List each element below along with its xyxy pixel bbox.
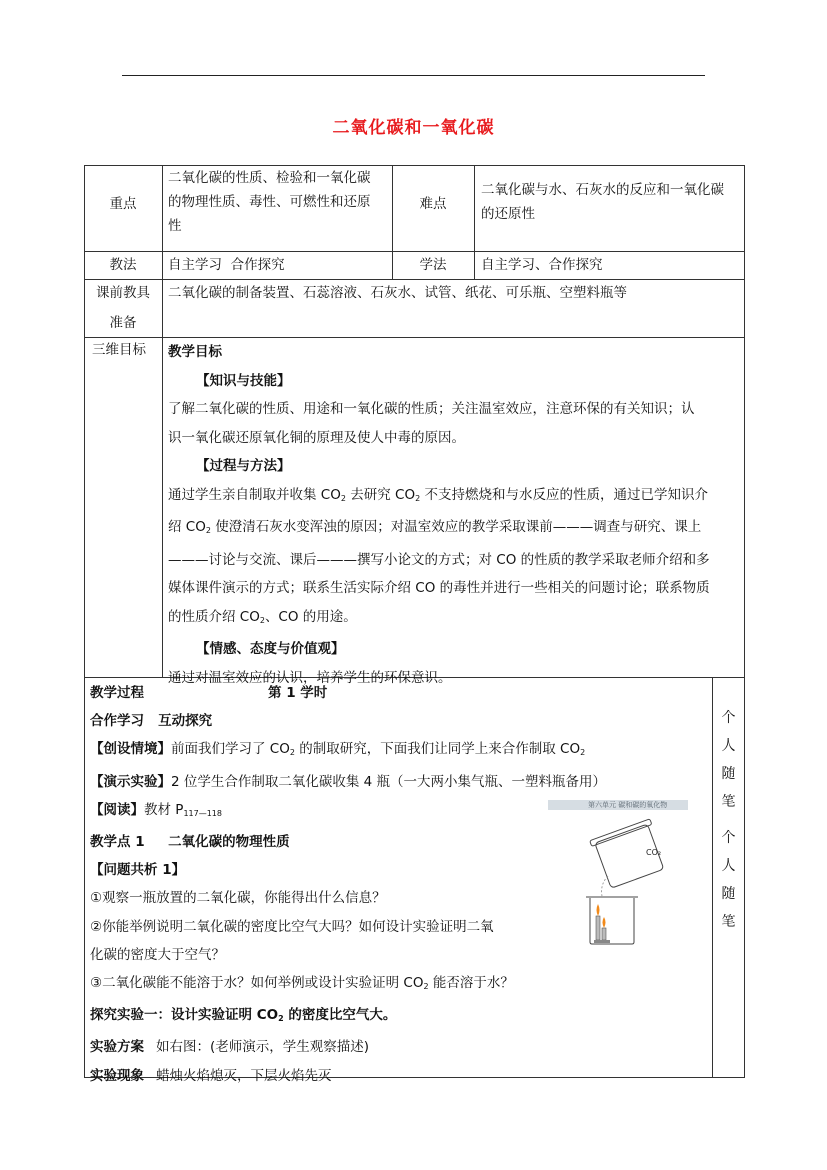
teaching-method-label: 教法 [109, 257, 137, 273]
co2-pouring-illustration [548, 800, 688, 950]
text-run: 蜡烛火焰熄灭，下层火焰先灭 [156, 1067, 332, 1084]
notes-char: 个 [721, 710, 736, 726]
difficulty [481, 178, 743, 226]
subscript: 2 [278, 1014, 284, 1024]
flame-icon [603, 917, 606, 928]
learning-method: 自主学习、合作探究 [481, 257, 603, 273]
knowledge-line: 识一氧化碳还原氧化铜的原理及使人中毒的原因。 [168, 429, 465, 446]
process-line [168, 481, 742, 514]
knowledge-line: 了解二氧化碳的性质、用途和一氧化碳的性质；关注温室效应，注意环保的有关知识；认 [168, 401, 695, 417]
short-candle [602, 928, 606, 940]
flame-icon [597, 904, 600, 916]
text-run: 的性质介绍 CO [168, 608, 260, 625]
notes-column [712, 704, 745, 936]
difficulty-line: 二氧化碳与水、石灰水的反应和一氧化碳 [481, 182, 724, 198]
subscript: 117—118 [183, 808, 222, 818]
plan-label: 实验方案 [90, 1039, 144, 1056]
text-run: 使澄清石灰水变浑浊的原因；对温室效应的教学采取课前———调查与研究、课上 [210, 519, 702, 535]
emotion-text: 通过对温室效应的认识，培养学生的环保意识。 [168, 669, 452, 686]
plan-line [90, 1033, 710, 1061]
text-run: 2 位学生合作制取二氧化碳收集 4 瓶（一大两小集气瓶、一塑料瓶备用） [171, 773, 607, 790]
question-3 [90, 969, 710, 1001]
demo-label: 【演示实验】 [90, 773, 171, 790]
point-heading: 教学点 1 二氧化碳的物理性质 [90, 834, 290, 851]
learning-method-label: 学法 [419, 257, 447, 273]
tall-candle [596, 916, 600, 940]
process-header [90, 679, 710, 707]
notes-char: 人 [721, 858, 736, 874]
read-label: 【阅读】 [90, 801, 144, 818]
text-run: 通过学生亲自制取并收集 CO [168, 486, 341, 503]
goals-label: 三维目标 [92, 342, 146, 358]
observation-label: 实验现象 [90, 1067, 144, 1084]
candle-stand [594, 940, 610, 943]
key-points-label: 重点 [109, 196, 137, 212]
scene-label: 【创设情境】 [90, 741, 171, 758]
process-line [168, 513, 742, 546]
question-2: ②你能举例说明二氧化碳的密度比空气大吗？如何设计实验证明二氧 [90, 918, 494, 935]
text-run: 探究实验一：设计实验证明 CO [90, 1007, 279, 1024]
key-points-line: 的物理性质、毒性、可燃性和还原 [168, 194, 371, 210]
difficulty-label: 难点 [419, 196, 447, 212]
key-points [168, 166, 392, 238]
difficulty-line: 的还原性 [481, 206, 535, 222]
header-rule [122, 75, 705, 76]
key-points-line: 性 [168, 218, 182, 234]
col-divider [474, 165, 475, 279]
process-heading: 【过程与方法】 [196, 458, 291, 474]
text-run: 绍 CO [168, 519, 206, 535]
process-title: 教学过程 [90, 685, 144, 701]
text-run: 、CO 的用途。 [264, 608, 357, 625]
co2-label: CO₂ [646, 848, 662, 857]
text-run: ③二氧化碳能不能溶于水？如何举例或设计实验证明 CO [90, 975, 424, 992]
subscript: 2 [580, 748, 586, 758]
key-points-line: 二氧化碳的性质、检验和一氧化碳 [168, 170, 371, 186]
demo-line [90, 768, 710, 796]
notes-char: 随 [721, 886, 736, 902]
goals-content [168, 338, 742, 692]
gas-flow [602, 876, 608, 896]
process-line: ———讨论与交流、课后———撰写小论文的方式；对 CO 的性质的教学采取老师介绍和多 [168, 551, 710, 568]
text-run: 的制取研究，下面我们让同学上来合作制取 CO [294, 741, 581, 758]
notes-char: 个 [721, 830, 736, 846]
question-2-cont: 化碳的密度大于空气？ [90, 946, 225, 963]
subscript: 2 [340, 493, 346, 503]
goals-title: 教学目标 [168, 344, 222, 360]
experiment-figure [548, 800, 688, 950]
prep-label-line: 准备 [109, 315, 137, 331]
text-run: 如右图：(老师演示，学生观察描述) [156, 1039, 370, 1056]
experiment-heading [90, 1001, 710, 1033]
notes-char: 随 [721, 766, 736, 782]
process-line: 媒体课件演示的方式；联系生活实际介绍 CO 的毒性并进行一些相关的问题讨论；联系物质 [168, 580, 710, 596]
text-run: 的密度比空气大。 [283, 1007, 397, 1024]
col-divider [162, 165, 163, 677]
text-run: 不支持燃烧和与水反应的性质，通过已学知识介 [420, 486, 708, 503]
scene-line [90, 735, 710, 767]
prep-text: 二氧化碳的制备装置、石蕊溶液、石灰水、试管、纸花、可乐瓶、空塑料瓶等 [168, 285, 627, 301]
subscript: 2 [423, 982, 429, 992]
period-label: 第 1 学时 [268, 685, 328, 701]
row-divider [84, 279, 745, 280]
notes-char: 笔 [721, 794, 736, 810]
notes-char: 人 [721, 738, 736, 754]
text-run: 能否溶于水？ [428, 975, 514, 992]
row-divider [84, 251, 745, 252]
text-run: 去研究 CO [345, 486, 416, 503]
subscript: 2 [205, 526, 211, 535]
prep-label [84, 281, 162, 335]
subscript: 2 [289, 748, 295, 758]
coop-heading: 合作学习 互动探究 [90, 713, 213, 730]
figure-caption-strip: 第六单元 碳和碳的氧化物 [548, 800, 688, 810]
teaching-method: 自主学习 合作探究 [168, 257, 285, 273]
observation-line [90, 1062, 710, 1090]
knowledge-heading: 【知识与技能】 [196, 372, 291, 389]
question-1: ①观察一瓶放置的二氧化碳，你能得出什么信息？ [90, 890, 386, 907]
text-run: 教材 P [144, 801, 184, 818]
qa-heading: 【问题共析 1】 [90, 862, 186, 879]
text-run: 前面我们学习了 CO [171, 741, 290, 758]
subscript: 2 [259, 615, 265, 625]
notes-char: 笔 [721, 914, 736, 930]
prep-label-line: 课前教具 [96, 285, 150, 301]
emotion-heading: 【情感、态度与价值观】 [196, 641, 345, 657]
page-title: 二氧化碳和一氧化碳 [332, 118, 495, 138]
subscript: 2 [415, 493, 421, 503]
process-line [168, 603, 742, 636]
